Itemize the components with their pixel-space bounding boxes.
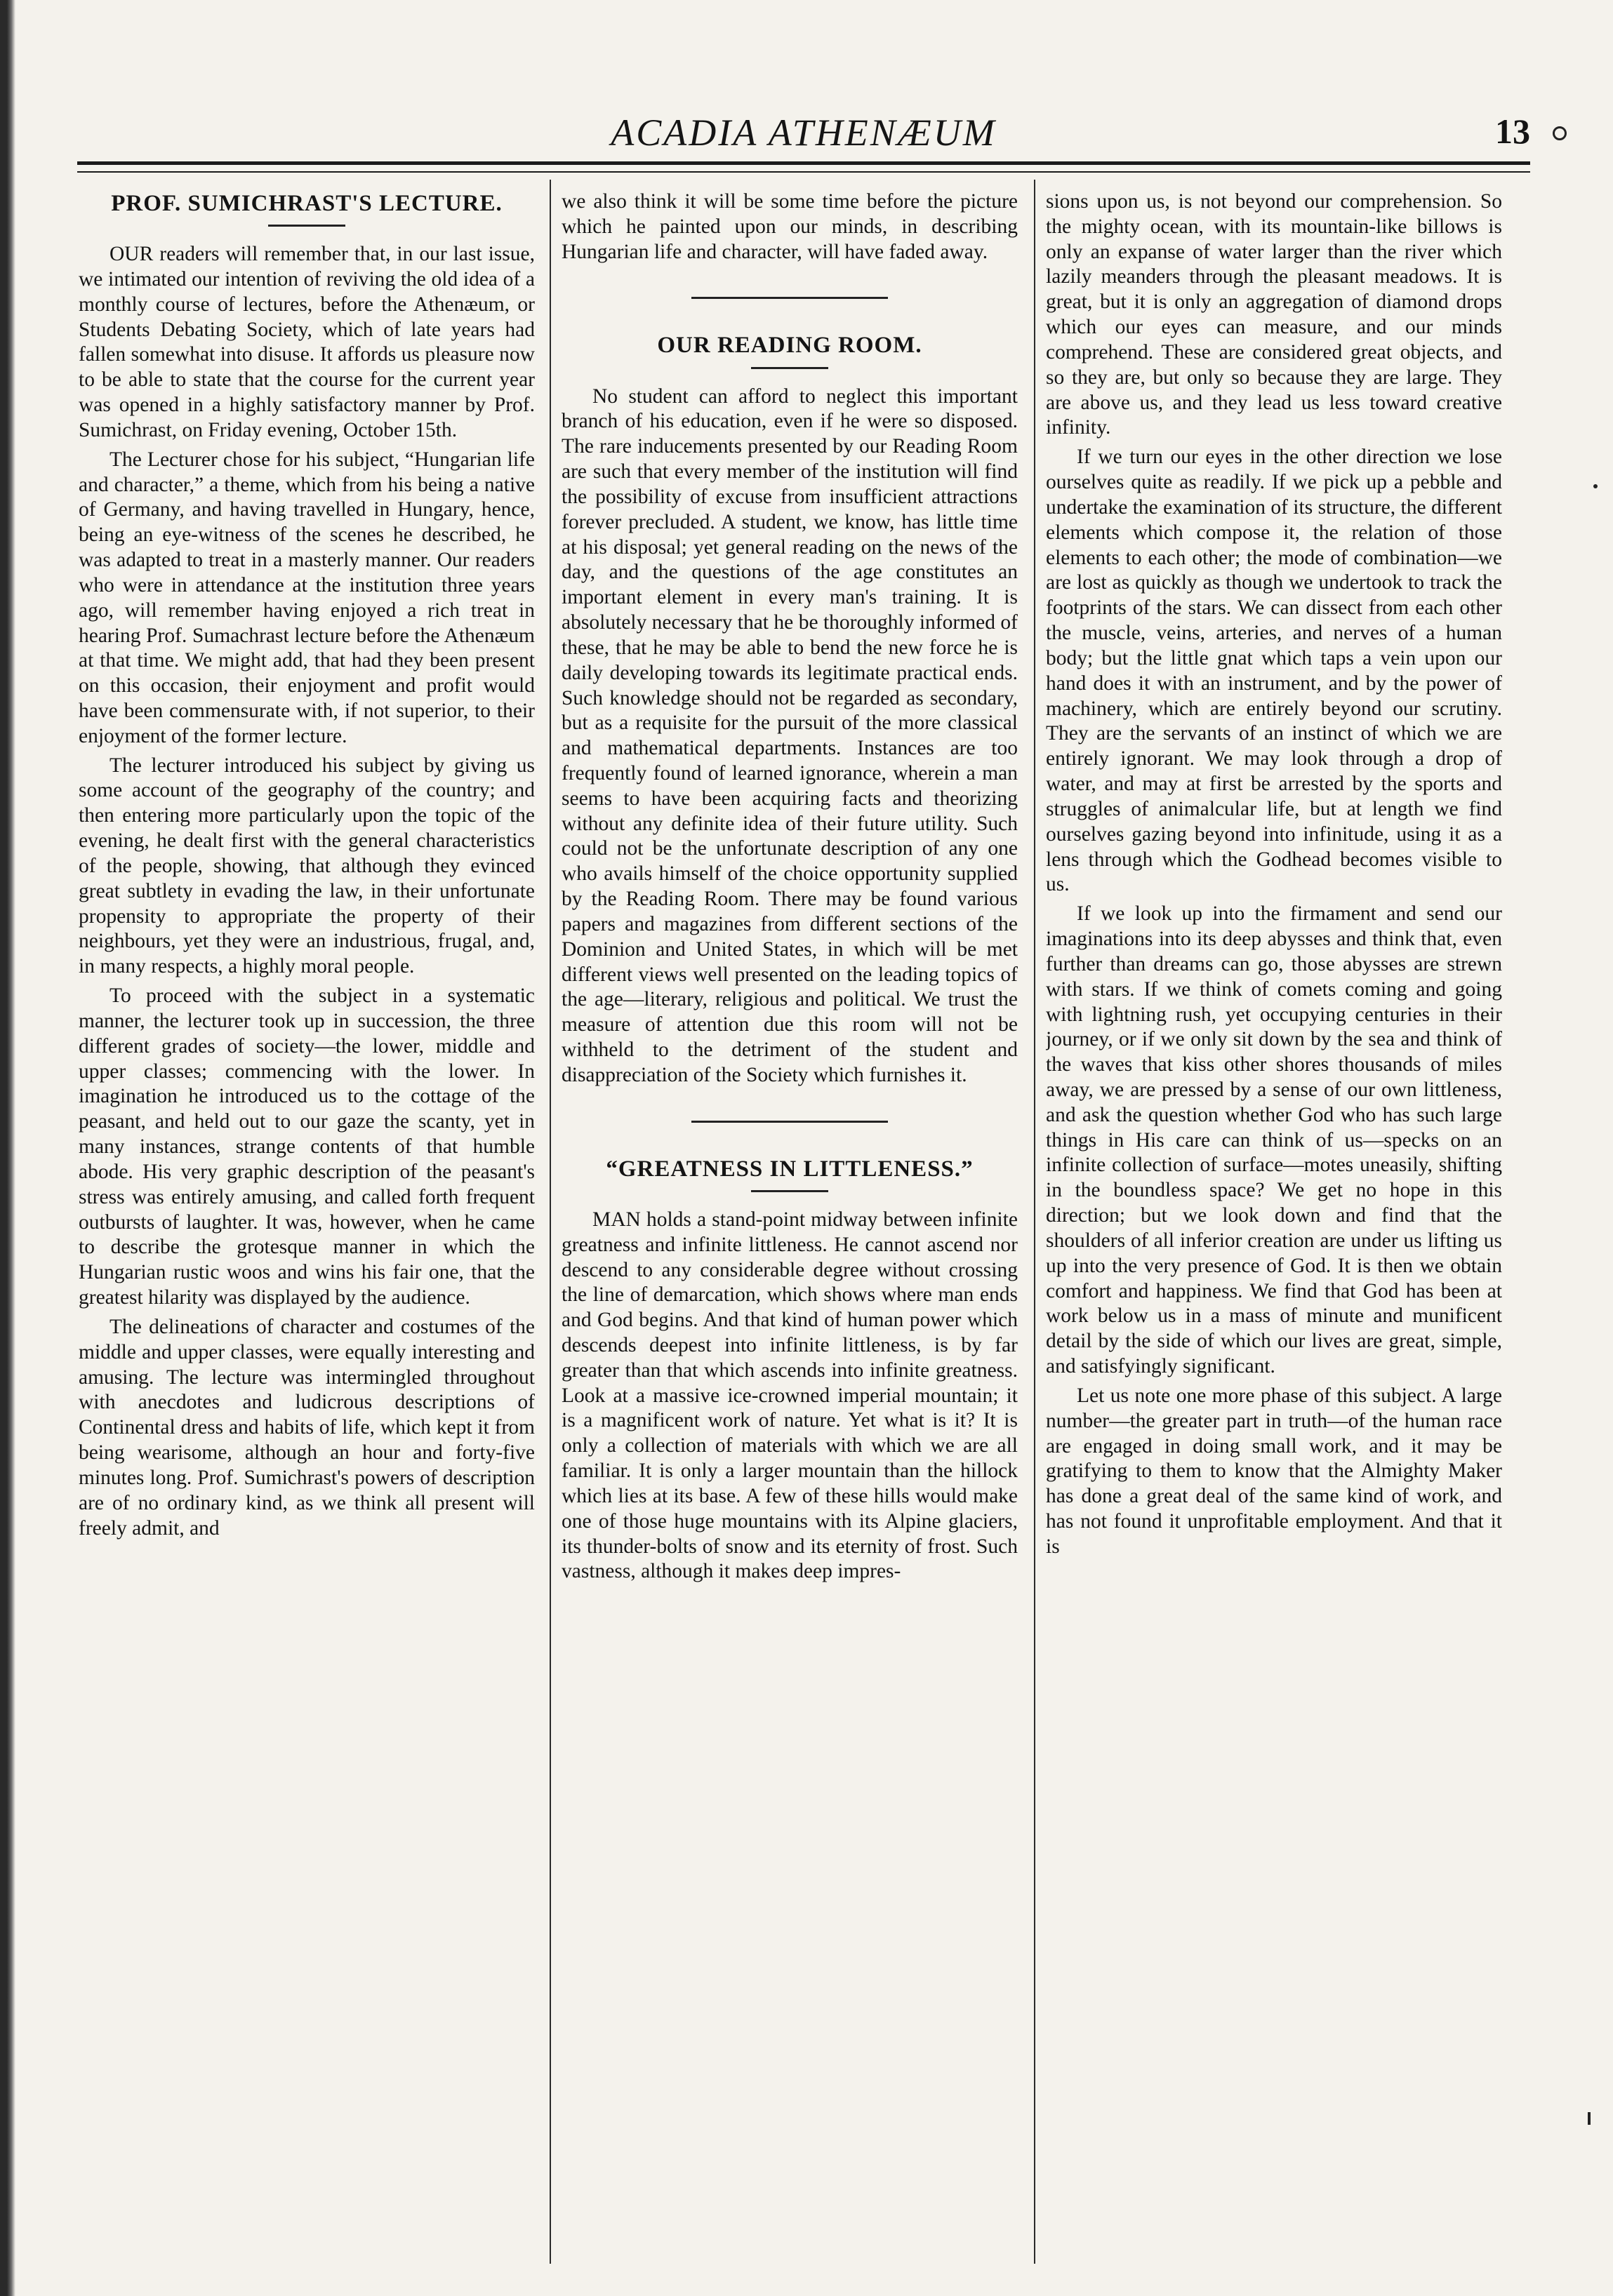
article-heading-lecture: PROF. SUMICHRAST'S LECTURE. <box>111 191 503 216</box>
article-paragraph: we also think it will be some time before the picture which he painted upon our minds, in describing Hungarian life and character, will have faded away. <box>562 190 1018 263</box>
header-rule-thick <box>77 161 1530 165</box>
margin-ink-mark <box>1593 484 1598 488</box>
section-separator <box>691 1121 888 1123</box>
column-1 <box>79 189 535 2267</box>
article-paragraph: MAN holds a stand-point midway between infinite greatness and infinite littleness. He cannot ascend nor descend to any considerable degree without crossing the line of demarcation, which shows where man ends and God begins. And that kind of human power which descends deepest into infinite littleness, is by far greater than that which ascends into infinite greatness. Look at a massive ice-crowned imperial mountain; it is a magnificent work of nature. Yet what is it? It is only a collection of materials with which we are all familiar. It is only a larger mountain than the hillock which lies at its base. A few of these hills would make one of those huge mountains with its Alpine glaciers, its thunder-bolts of snow and its eternity of frost. Such vastness, although it makes deep impres- <box>562 1208 1018 1583</box>
article-paragraph: To proceed with the subject in a systematic manner, the lecturer took up in succession, the three different grades of society—the lower, middle and upper classes; commencing with the lower. In imagination he introduced us to the cottage of the peasant, and held out to our gaze the scanty, yet in many instances, strange contents of that humble abode. His very graphic description of the peasant's stress was entirely amusing, and called forth frequent outbursts of laughter. It was, however, when he came to describe the grotesque manner in which the Hungarian rustic woos and wins his fair one, that the greatest hilarity was displayed by the audience. <box>79 985 535 1309</box>
section-separator <box>691 297 888 299</box>
page-binding-edge <box>0 0 15 2296</box>
page-header <box>77 105 1530 161</box>
article-paragraph: The Lecturer chose for his subject, “Hungarian life and character,” a theme, which from his being a native of Germany, and having travelled in Hungary, hence, being an eye-witness of the scenes he described, he was adapted to treat in a masterly manner. Our readers who were in attendance at the institution three years ago, will remember having enjoyed a rich treat in hearing Prof. Sumachrast lecture before the Athenæum at that time. We might add, that had they been present on this occasion, their enjoyment and profit would have been commensurate with, if not superior, to their enjoyment of the former lecture. <box>79 448 535 747</box>
article-paragraph: The delineations of character and costumes of the middle and upper classes, were equally interesting and amusing. The lecture was intermingled throughout with anecdotes and ludicrous descriptions of Continental dress and habits of life, which kept it from being wearisome, although an hour and forty-five minutes long. Prof. Sumichrast's powers of description are of no ordinary kind, as we think all present will freely admit, and <box>79 1315 535 1540</box>
heading-rule <box>751 1190 828 1192</box>
margin-ink-mark <box>1588 2112 1591 2125</box>
header-rule-thin <box>77 171 1530 173</box>
article-heading-greatness: “GREATNESS IN LITTLENESS.” <box>606 1156 974 1182</box>
journal-title: ACADIA ATHENÆUM <box>611 112 997 154</box>
heading-rule <box>751 367 828 369</box>
column-2 <box>562 189 1018 2267</box>
article-paragraph: OUR readers will remember that, in our last issue, we intimated our intention of reviving the old idea of a monthly course of lectures, before the Athenæum, or Students Debating Society, which of late years had fallen somewhat into disuse. It affords us pleasure now to be able to state that the course for the current year was opened in a highly satisfactory manner by Prof. Sumichrast, on Friday evening, October 15th. <box>79 243 535 441</box>
article-heading-reading-room: OUR READING ROOM. <box>657 333 922 359</box>
column-divider <box>1034 180 1035 2264</box>
article-paragraph: sions upon us, is not beyond our comprehension. So the mighty ocean, with its mountain-like billows is only an expanse of water larger than the river which lazily meanders through the pleasant meadows. It is great, but it is only an aggregation of diamond drops which our eyes can measure, and our minds comprehend. These are considered great objects, and so they are, but only so because they are large. They are above us, and they lead us less toward creative infinity. <box>1046 190 1502 439</box>
margin-ink-mark <box>1553 126 1567 140</box>
column-divider <box>550 180 551 2264</box>
article-paragraph: If we turn our eyes in the other direction we lose ourselves quite as readily. If we pick up a pebble and undertake the examination of its structure, the different elements which compose it, the relation of those elements to each other; the mode of combination—we are lost as quickly as though we undertook to track the footprints of the stars. We can dissect from each other the muscle, veins, arteries, and nerves of a human body; but the little gnat which taps a vein upon our hand does it with an instrument, and by the power of machinery, which are entirely beyond our scrutiny. They are the servants of an instinct of which we are entirely ignorant. We may look through a drop of water, and may at first be arrested by the sports and struggles of animalcular life, but at length we find ourselves gazing beyond into infinitude, using it as a lens through which the Godhead becomes visible to us. <box>1046 446 1502 896</box>
article-paragraph: No student can afford to neglect this important branch of his education, even if he were so disposed. The rare inducements presented by our Reading Room are such that every member of the institution will find the possibility of excuse from insufficient attractions forever precluded. A student, we know, has little time at his disposal; yet general reading on the news of the day, and the questions of the age constitutes an important element in every man's training. It is absolutely necessary that he be thoroughly informed of these, that he may be able to bend the new force he is daily developing towards its legitimate practical ends. Such knowledge should not be regarded as secondary, but as a requisite for the pursuit of the more classical and mathematical departments. Instances are too frequently found of learned ignorance, wherein a man seems to have been acquiring facts and theorizing without any definite idea of their future utility. Such could not be the unfortunate description of any one who avails himself of the choice opportunity supplied by the Reading Room. There may be found various papers and magazines from different sections of the Dominion and United States, in which will be met different views well presented on the leading topics of the age—literary, religious and political. We trust the measure of attention due this room will not be withheld to the detriment of the student and disappreciation of the Society which furnishes it. <box>562 385 1018 1086</box>
article-paragraph: Let us note one more phase of this subject. A large number—the greater part in truth—of the human race are engaged in doing small work, and it may be gratifying to them to know that the Almighty Maker has done a great deal of the same kind of work, and has not found it unprofitable employment. And that it is <box>1046 1384 1502 1558</box>
article-paragraph: If we look up into the firmament and send our imaginations into its deep abysses and think that, even further than dreams can go, those abysses are strewn with stars. If we think of comets coming and going with lightning rush, yet occupying centuries in their journey, or if we only sit down by the sea and think of the waves that kiss other shores thousands of miles away, we are pressed by a sense of our own littleness, and ask the question whether God who has such large things in His care can think of us—specks on an infinite collection of surface—motes uneasily, shifting in the boundless space? We get no hope in this direction; but we look down and find that the shoulders of all inferior creation are under us lifting us up into the very presence of God. It is then we obtain comfort and happiness. We find that God has been at work below us in a mass of minute and munificent detail by the side of which our lives are great, simple, and satisfyingly significant. <box>1046 902 1502 1378</box>
page-number: 13 <box>1495 112 1530 151</box>
article-paragraph: The lecturer introduced his subject by giving us some account of the geography of the country; and then entering more particularly upon the topic of the evening, he dealt first with the general characteristics of the people, showing, that although they evinced great subtlety in evading the law, in their unfortunate propensity to appropriate the property of their neighbours, yet they were an industrious, frugal, and, in many respects, a highly moral people. <box>79 754 535 978</box>
column-3 <box>1046 189 1502 2267</box>
heading-rule <box>268 225 345 227</box>
